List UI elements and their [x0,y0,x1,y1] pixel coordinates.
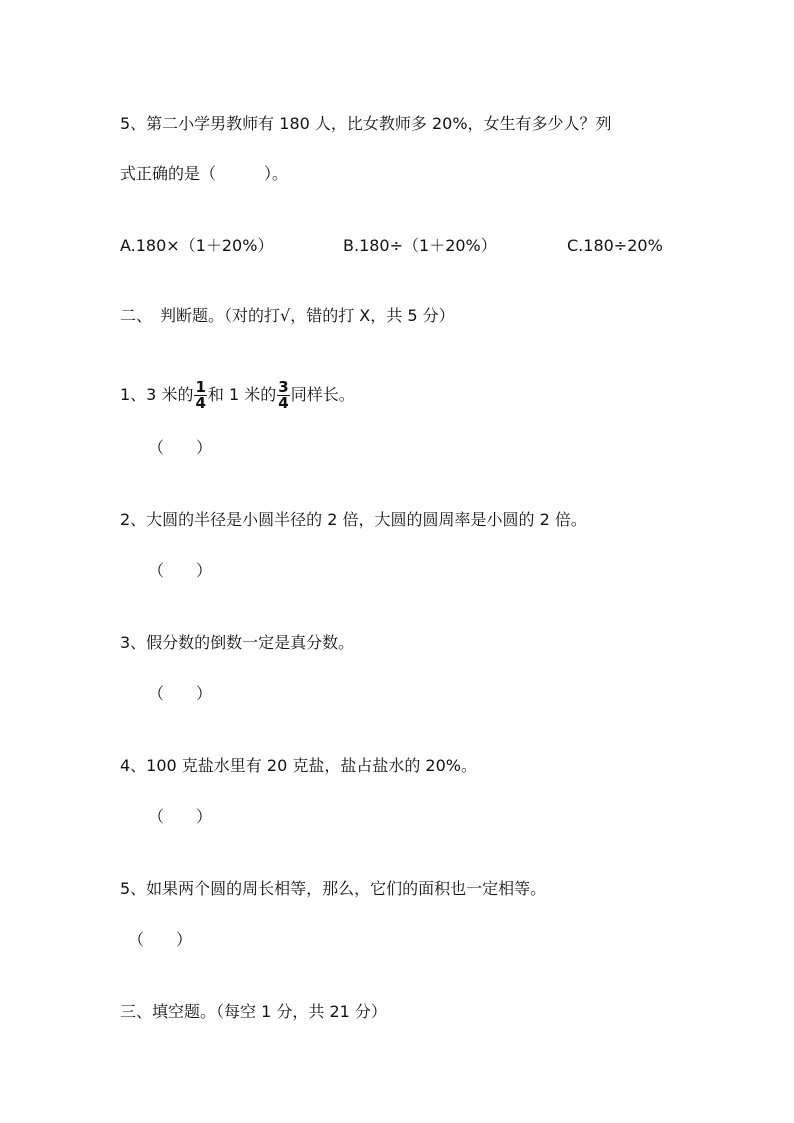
judge-item-1-mid: 和 1 米的 [207,385,277,404]
mc-option-a: A.180×（1＋20%） [120,236,274,255]
judge-item-5: 5、如果两个圆的周长相等，那么，它们的面积也一定相等。 [120,879,547,898]
answer-paren-5[interactable]: （ ） [128,930,193,949]
section-3-title: 三、填空题。（每空 1 分，共 21 分） [120,1002,387,1021]
section-2-title: 二、 判断题。（对的打√，错的打 X，共 5 分） [120,306,455,325]
mc-question-5-line2: 式正确的是（ ）。 [120,164,289,183]
mc-question-5-line1: 5、第二小学男教师有 180 人，比女教师多 20%，女生有多少人？列 [120,114,612,133]
judge-item-1 [120,380,355,411]
judge-item-1-post: 同样长。 [290,385,355,404]
answer-paren-4[interactable]: （ ） [148,807,213,826]
judge-item-4: 4、100 克盐水里有 20 克盐，盐占盐水的 20%。 [120,756,477,775]
fraction-denominator: 4 [278,394,289,412]
answer-paren-2[interactable]: （ ） [148,561,213,580]
fraction-one-quarter [194,380,206,411]
judge-item-2: 2、大圆的半径是小圆半径的 2 倍，大圆的圆周率是小圆的 2 倍。 [120,510,587,529]
judge-item-3: 3、假分数的倒数一定是真分数。 [120,633,355,652]
fraction-denominator: 4 [195,394,206,412]
mc-option-b: B.180÷（1＋20%） [343,236,497,255]
fraction-numerator: 3 [278,378,289,396]
fraction-numerator: 1 [195,378,206,396]
fraction-three-quarters [277,380,289,411]
answer-paren-1[interactable]: （ ） [148,438,213,457]
mc-option-c: C.180÷20% [567,236,663,255]
judge-item-1-pre: 1、3 米的 [120,385,194,404]
answer-paren-3[interactable]: （ ） [148,684,213,703]
